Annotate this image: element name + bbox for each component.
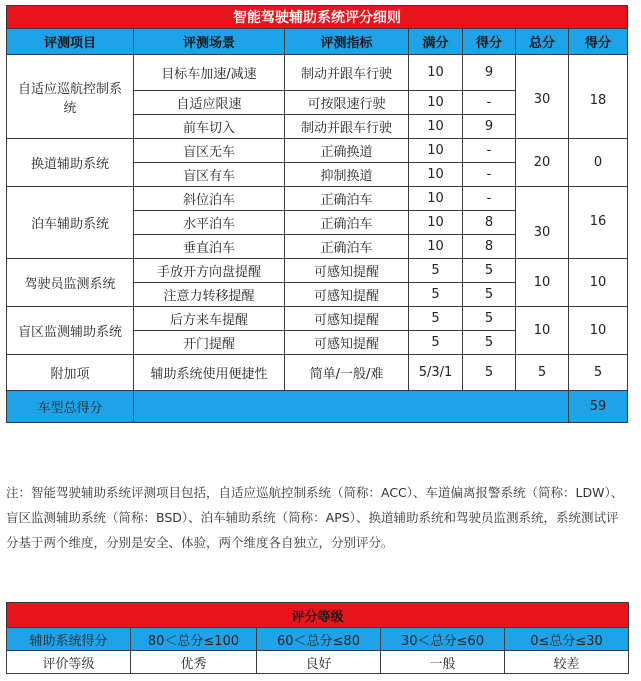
- grade-level-cell: 较差: [505, 651, 629, 674]
- scene-cell: 开门提醒: [134, 331, 285, 355]
- scene-cell: 辅助系统使用便捷性: [134, 355, 285, 391]
- got-cell: 5: [463, 283, 516, 307]
- table-row: [7, 55, 628, 91]
- scene-cell: 自适应限速: [134, 91, 285, 115]
- group-total: 30: [516, 55, 569, 139]
- metric-cell: 可感知提醒: [285, 259, 409, 283]
- scene-cell: 水平泊车: [134, 211, 285, 235]
- got-cell: 9: [463, 55, 516, 91]
- grade-range-cell: 0≤总分≤30: [505, 628, 629, 651]
- full-cell: 10: [409, 91, 463, 115]
- grade-range-cell: 30＜总分≤60: [381, 628, 505, 651]
- header-full: 满分: [409, 29, 463, 55]
- grade-table: [6, 602, 629, 674]
- metric-cell: 正确泊车: [285, 211, 409, 235]
- project-name: 自适应巡航控制系统: [7, 55, 134, 139]
- table-row: [7, 139, 628, 163]
- got-cell: 8: [463, 235, 516, 259]
- project-name: 驾驶员监测系统: [7, 259, 134, 307]
- total-label: 车型总得分: [7, 391, 134, 423]
- got-cell: -: [463, 91, 516, 115]
- full-cell: 5: [409, 259, 463, 283]
- full-cell: 5: [409, 283, 463, 307]
- grade-range-cell: 80＜总分≤100: [131, 628, 257, 651]
- total-spacer: [134, 391, 569, 423]
- scene-cell: 垂直泊车: [134, 235, 285, 259]
- got-cell: -: [463, 187, 516, 211]
- table-title: 智能驾驶辅助系统评分细则: [7, 6, 628, 29]
- group-total: 20: [516, 139, 569, 187]
- metric-cell: 可感知提醒: [285, 331, 409, 355]
- group-score: 10: [569, 259, 628, 307]
- metric-cell: 正确泊车: [285, 235, 409, 259]
- full-cell: 10: [409, 211, 463, 235]
- header-scene: 评测场景: [134, 29, 285, 55]
- group-total: 30: [516, 187, 569, 259]
- project-name: 泊车辅助系统: [7, 187, 134, 259]
- got-cell: 8: [463, 211, 516, 235]
- scene-cell: 后方来车提醒: [134, 307, 285, 331]
- header-project: 评测项目: [7, 29, 134, 55]
- grade-level-label: 评价等级: [7, 651, 131, 674]
- full-cell: 5: [409, 307, 463, 331]
- group-score: 16: [569, 187, 628, 259]
- table-row: [7, 259, 628, 283]
- grade-range-row: [7, 628, 629, 651]
- group-total: 5: [516, 355, 569, 391]
- total-score: 59: [569, 391, 628, 423]
- group-score: 5: [569, 355, 628, 391]
- project-name: 附加项: [7, 355, 134, 391]
- scene-cell: 目标车加速/减速: [134, 55, 285, 91]
- project-name: 盲区监测辅助系统: [7, 307, 134, 355]
- group-score: 10: [569, 307, 628, 355]
- scene-cell: 盲区有车: [134, 163, 285, 187]
- header-metric: 评测指标: [285, 29, 409, 55]
- header-got: 得分: [463, 29, 516, 55]
- full-cell: 5: [409, 331, 463, 355]
- grade-range-cell: 60＜总分≤80: [257, 628, 381, 651]
- metric-cell: 可感知提醒: [285, 307, 409, 331]
- got-cell: 5: [463, 331, 516, 355]
- metric-cell: 可感知提醒: [285, 283, 409, 307]
- scene-cell: 手放开方向盘提醒: [134, 259, 285, 283]
- metric-cell: 抑制换道: [285, 163, 409, 187]
- full-cell: 10: [409, 235, 463, 259]
- got-cell: 9: [463, 115, 516, 139]
- group-total: 10: [516, 307, 569, 355]
- scene-cell: 斜位泊车: [134, 187, 285, 211]
- metric-cell: 可按限速行驶: [285, 91, 409, 115]
- metric-cell: 正确泊车: [285, 187, 409, 211]
- got-cell: -: [463, 163, 516, 187]
- got-cell: 5: [463, 259, 516, 283]
- note-text: 注：智能驾驶辅助系统评测项目包括，自适应巡航控制系统（简称：ACC）、车道偏离报警系统（简称：LDW）、盲区监测辅助系统（简称：BSD）、泊车辅助系统（简称：APS）、换道辅助系统和驾驶员监测系统，系统测试评分基于两个维度，分别是安全、体验，两个维度各自独立，分别评分。: [6, 485, 624, 550]
- metric-cell: 制动并跟车行驶: [285, 115, 409, 139]
- full-cell: 10: [409, 115, 463, 139]
- grade-title: 评分等级: [7, 603, 629, 628]
- project-name: 换道辅助系统: [7, 139, 134, 187]
- scene-cell: 注意力转移提醒: [134, 283, 285, 307]
- got-cell: 5: [463, 355, 516, 391]
- table-row: [7, 307, 628, 331]
- header-total: 总分: [516, 29, 569, 55]
- grade-level-cell: 优秀: [131, 651, 257, 674]
- grade-level-cell: 一般: [381, 651, 505, 674]
- table-row: [7, 355, 628, 391]
- grade-level-row: [7, 651, 629, 674]
- got-cell: -: [463, 139, 516, 163]
- group-score: 0: [569, 139, 628, 187]
- full-cell: 5/3/1: [409, 355, 463, 391]
- got-cell: 5: [463, 307, 516, 331]
- metric-cell: 制动并跟车行驶: [285, 55, 409, 91]
- full-cell: 10: [409, 55, 463, 91]
- full-cell: 10: [409, 163, 463, 187]
- scene-cell: 盲区无车: [134, 139, 285, 163]
- full-cell: 10: [409, 139, 463, 163]
- score-table: [6, 5, 628, 423]
- scene-cell: 前车切入: [134, 115, 285, 139]
- full-cell: 10: [409, 187, 463, 211]
- metric-cell: 正确换道: [285, 139, 409, 163]
- grade-level-cell: 良好: [257, 651, 381, 674]
- grade-range-label: 辅助系统得分: [7, 628, 131, 651]
- metric-cell: 简单/一般/难: [285, 355, 409, 391]
- total-row: [7, 391, 628, 423]
- table-row: [7, 187, 628, 211]
- group-score: 18: [569, 55, 628, 139]
- group-total: 10: [516, 259, 569, 307]
- header-score: 得分: [569, 29, 628, 55]
